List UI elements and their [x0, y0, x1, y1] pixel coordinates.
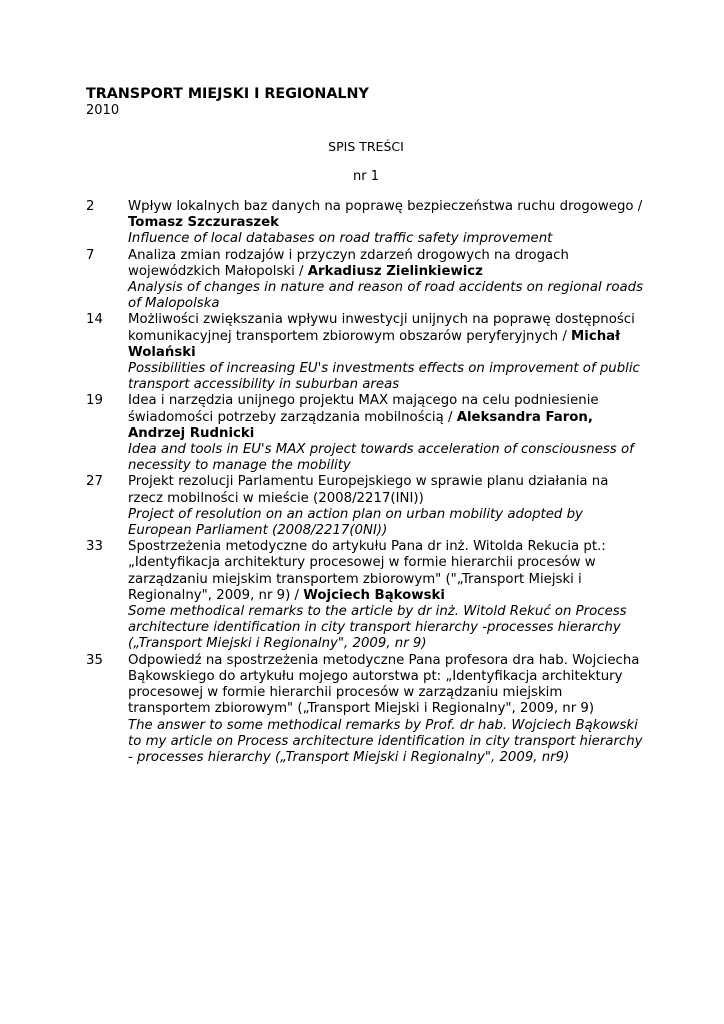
entry-page-number: 33: [86, 539, 103, 555]
entry-author: Aleksandra Faron, Andrzej Rudnicki: [128, 409, 593, 441]
toc-entry: [86, 393, 646, 474]
entry-title-en: Some methodical remarks to the article by dr inż. Witold Rekuć on Process architecture identification in city transport hierarchy -processes hierarchy („Transport Miejski i Regionalny", 2009, nr 9): [128, 604, 627, 652]
entry-title-en: Project of resolution on an action plan on urban mobility adopted by European Parliament (2008/2217(0NI)): [128, 506, 583, 539]
entry-title-en: Idea and tools in EU's MAX project towards acceleration of consciousness of necessity to manage the mobility: [128, 442, 634, 474]
entry-page-number: 7: [86, 247, 95, 263]
entry-title-pl: Spostrzeżenia metodyczne do artykułu Pana dr inż. Witolda Rekucia pt.: „Identyfikacja architektury procesowej w formie hierarchii procesów w zarządzaniu miejskim transportem zbiorowym" ("„Transport Miejski i Regionalny", 2009, nr 9) /: [128, 539, 606, 603]
toc-heading: SPIS TREŚCI: [328, 139, 404, 154]
toc-entry: [86, 199, 646, 248]
toc-entries: [86, 199, 646, 766]
entry-body: [128, 539, 646, 652]
entry-title-en: Influence of local databases on road traffic safety improvement: [128, 231, 553, 247]
toc-entry: [86, 539, 646, 652]
entry-author: Tomasz Szczuraszek: [128, 215, 279, 231]
entry-title-pl: Odpowiedź na spostrzeżenia metodyczne Pana profesora dra hab. Wojciecha Bąkowskiego do artykułu mojego autorstwa pt: „Identyfikacja architektury procesowej w formie hierarchii procesów w zarządzaniu miejskim transportem zbiorowym" („Transport Miejski i Regionalny", 2009, nr 9): [128, 652, 640, 717]
toc-entry: [86, 474, 646, 539]
entry-page-number: 19: [86, 393, 103, 409]
entry-author: Arkadiusz Zielinkiewicz: [307, 263, 483, 279]
entry-title-en: Analysis of changes in nature and reason of road accidents on regional roads of Malopolska: [128, 280, 644, 312]
entry-title-en: The answer to some methodical remarks by Prof. dr hab. Wojciech Bąkowski to my article on Process architecture identification in city transport hierarchy - processes hierarchy („Transport Miejski i Regionalny", 2009, nr9): [128, 717, 643, 765]
entry-page-number: 14: [86, 312, 103, 328]
entry-author: Wojciech Bąkowski: [303, 587, 445, 603]
entry-body: [128, 653, 646, 766]
entry-body: [128, 393, 646, 474]
entry-title-en: Possibilities of increasing EU's investments effects on improvement of public transport accessibility in suburban areas: [128, 361, 640, 393]
entry-title-pl: Projekt rezolucji Parlamentu Europejskiego w sprawie planu działania na rzecz mobilności w mieście (2008/2217(INI)): [128, 474, 609, 506]
entry-author: Michał Wolański: [128, 328, 621, 360]
entry-title-pl: Możliwości zwiększania wpływu inwestycji unijnych na poprawę dostępności komunikacyjnej transportem zbiorowym obszarów peryferyjnych /: [128, 312, 635, 344]
entry-title-pl: Idea i narzędzia unijnego projektu MAX mającego na celu podniesienie świadomości potrzeby zarządzania mobilnością /: [128, 393, 599, 425]
entry-body: [128, 312, 646, 393]
toc-entry: [86, 653, 646, 766]
issue-number: nr 1: [353, 169, 379, 184]
entry-page-number: 2: [86, 199, 95, 214]
entry-body: [128, 474, 646, 539]
entry-page-number: 27: [86, 474, 103, 490]
entry-page-number: 35: [86, 652, 103, 668]
toc-entry: [86, 312, 646, 393]
entry-body: [128, 248, 646, 313]
entry-title-pl: Analiza zmian rodzajów i przyczyn zdarzeń drogowych na drogach wojewódzkich Małopolski /: [128, 247, 569, 279]
entry-body: [128, 199, 646, 248]
entry-title-pl: Wpływ lokalnych baz danych na poprawę bezpieczeństwa ruchu drogowego /: [128, 199, 643, 214]
journal-title: TRANSPORT MIEJSKI I REGIONALNY: [86, 86, 369, 102]
document-page: [86, 86, 646, 766]
journal-year: 2010: [86, 103, 120, 118]
toc-entry: [86, 248, 646, 313]
